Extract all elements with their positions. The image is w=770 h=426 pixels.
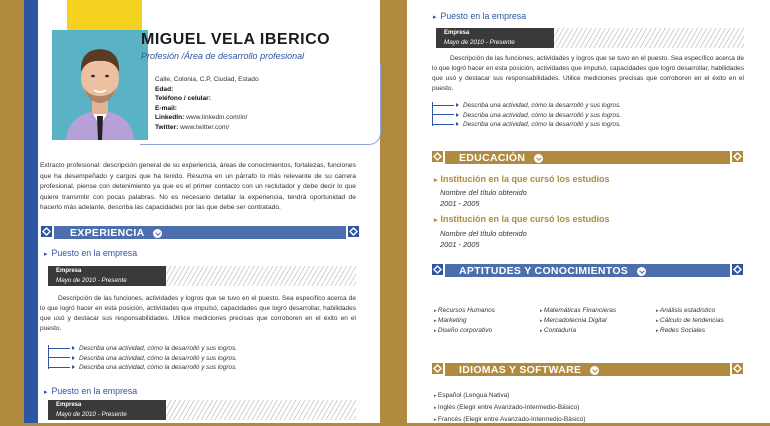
company-box bbox=[48, 266, 166, 286]
education-section-bar bbox=[431, 150, 744, 165]
blue-side-bar bbox=[24, 0, 38, 423]
education-years: 2001 - 2005 bbox=[440, 199, 480, 208]
contact-info bbox=[155, 75, 259, 133]
diamond-ornament-icon bbox=[40, 225, 53, 238]
skill-item: ▸ Recursos Humanos bbox=[434, 306, 495, 316]
languages-list bbox=[434, 390, 586, 426]
skills-column bbox=[656, 306, 724, 336]
linkedin-label: LinkedIn: bbox=[155, 114, 185, 122]
company-name: Empresa bbox=[56, 402, 82, 408]
diamond-ornament-icon bbox=[431, 150, 444, 163]
degree: Nombre del título obtenido bbox=[440, 188, 527, 197]
candidate-name: MIGUEL VELA IBERICO bbox=[141, 31, 331, 48]
language-item: ▸ Español (Lengua Nativa) bbox=[434, 390, 586, 402]
education-title: EDUCACIÓN bbox=[459, 152, 543, 164]
skill-item: ▸ Marketing bbox=[434, 316, 495, 326]
phone-label: Teléfono / celular: bbox=[155, 95, 211, 103]
company-name: Empresa bbox=[444, 30, 470, 36]
job-description: Descripción de las funciones, actividades y logros que se tuvo en el puesto. Sea específico acerca de lo que logró hacer en esta posición, actividades que impulsó, capacidades que logró desarrollar, habilidades que usó y destacar sus responsabilidades. Utilice mediciones precisas que corroboren en el éxito en el puesto. bbox=[40, 295, 356, 332]
skill-item: ▸ Mercadotecnia Digital bbox=[540, 316, 616, 326]
achievement-item: Describa una actividad, cómo la desarrolló y sus logros. bbox=[48, 345, 237, 355]
hatch-decoration bbox=[166, 400, 356, 420]
company-box bbox=[436, 28, 554, 48]
job-description: Descripción de las funciones, actividades y logros que se tuvo en el puesto. Sea específico acerca de lo que logró hacer en esta posición, actividades que impulsó, capacidades que logró desarrollar, habilidades que usó y destacar sus responsabilidades. Utilice mediciones precisas que corroboren en el éxito en el puesto. bbox=[432, 55, 744, 92]
twitter-link[interactable]: www.twitter.com/ bbox=[180, 123, 230, 131]
profession-subtitle: Profesión /Área de desarrollo profesional bbox=[141, 51, 305, 61]
skill-item: ▸ Matemáticas Financieras bbox=[540, 306, 616, 316]
languages-section-bar bbox=[431, 362, 744, 377]
job-title: ▸ Puesto en la empresa bbox=[433, 11, 527, 21]
achievement-item: Describa una actividad, cómo la desarrolló y sus logros. bbox=[432, 112, 621, 122]
linkedin-link[interactable]: www.linkedin.com/in/ bbox=[186, 114, 248, 122]
job-achievements bbox=[432, 102, 621, 131]
achievement-item: Describa una actividad, cómo la desarrolló y sus logros. bbox=[48, 355, 237, 365]
achievement-item: Describa una actividad, cómo la desarrolló y sus logros. bbox=[432, 102, 621, 112]
experience-title: EXPERIENCIA bbox=[70, 227, 162, 239]
professional-summary: Extracto profesional: descripción general de su experiencia, áreas de conocimientos, fortalezas, funciones que ha desempeñado y cargos que ha tenido. Resuma en un párrafo lo más relevante de su carrera profesional, piense con detenimiento ya que es el primer contacto con un reclutador y debe decir lo que quiere transmitir con pocas palabras. No es necesario detallar la experiencia, tendrá oportunidad de hacerlo más adelante, describa las capacidades por las que debe ser contratado. bbox=[40, 162, 356, 211]
skill-item: ▸ Contaduría bbox=[540, 326, 616, 336]
job-title: ▸ Puesto en la empresa bbox=[44, 386, 138, 396]
institution: ▸ Institución en la que cursó los estudios bbox=[434, 174, 610, 184]
diamond-ornament-icon bbox=[731, 263, 744, 276]
skills-column bbox=[540, 306, 616, 336]
chevron-down-icon[interactable] bbox=[153, 229, 162, 238]
profile-photo bbox=[52, 30, 148, 140]
skill-item: ▸ Cálculo de tendencias bbox=[656, 316, 724, 326]
diamond-ornament-icon bbox=[431, 362, 444, 375]
skills-section-bar bbox=[431, 263, 744, 278]
age-label: Edad: bbox=[155, 85, 174, 93]
yellow-accent bbox=[67, 0, 142, 30]
achievement-item: Describa una actividad, cómo la desarrolló y sus logros. bbox=[432, 121, 621, 131]
address: Calle, Colonia, C.P, Ciudad, Estado bbox=[155, 76, 259, 83]
education-years: 2001 - 2005 bbox=[440, 240, 480, 249]
skill-item: ▸ Redes Sociales bbox=[656, 326, 724, 336]
company-name: Empresa bbox=[56, 268, 82, 274]
job-title: ▸ Puesto en la empresa bbox=[44, 248, 138, 258]
chevron-down-icon[interactable] bbox=[637, 267, 646, 276]
skill-item: ▸ Análisis estadístico bbox=[656, 306, 724, 316]
institution: ▸ Institución en la que cursó los estudios bbox=[434, 214, 610, 224]
skills-title: APTITUDES Y CONOCIMIENTOS bbox=[459, 265, 646, 277]
experience-section-bar bbox=[40, 225, 360, 240]
skill-item: ▸ Diseño corporativo bbox=[434, 326, 495, 336]
skills-column bbox=[434, 306, 495, 336]
diamond-ornament-icon bbox=[731, 362, 744, 375]
job-achievements bbox=[48, 345, 237, 374]
achievement-item: Describa una actividad, cómo la desarrolló y sus logros. bbox=[48, 364, 237, 374]
job-period: Mayo de 2010 - Presente bbox=[56, 277, 127, 284]
twitter-label: Twitter: bbox=[155, 123, 179, 131]
job-period: Mayo de 2010 - Presente bbox=[56, 411, 127, 418]
languages-title: IDIOMAS Y SOFTWARE bbox=[459, 364, 599, 376]
hatch-decoration bbox=[554, 28, 744, 48]
degree: Nombre del título obtenido bbox=[440, 229, 527, 238]
language-item: ▸ Inglés (Elegir entre Avanzado-Intermedio-Básico) bbox=[434, 402, 586, 414]
diamond-ornament-icon bbox=[731, 150, 744, 163]
diamond-ornament-icon bbox=[347, 225, 360, 238]
language-item: ▸ Francés (Elegir entre Avanzado-Intermedio-Básico) bbox=[434, 414, 586, 426]
email-label: E-mail: bbox=[155, 104, 177, 112]
chevron-down-icon[interactable] bbox=[534, 154, 543, 163]
diamond-ornament-icon bbox=[431, 263, 444, 276]
job-period: Mayo de 2010 - Presente bbox=[444, 39, 515, 46]
company-box bbox=[48, 400, 166, 420]
chevron-down-icon[interactable] bbox=[590, 366, 599, 375]
hatch-decoration bbox=[166, 266, 356, 286]
